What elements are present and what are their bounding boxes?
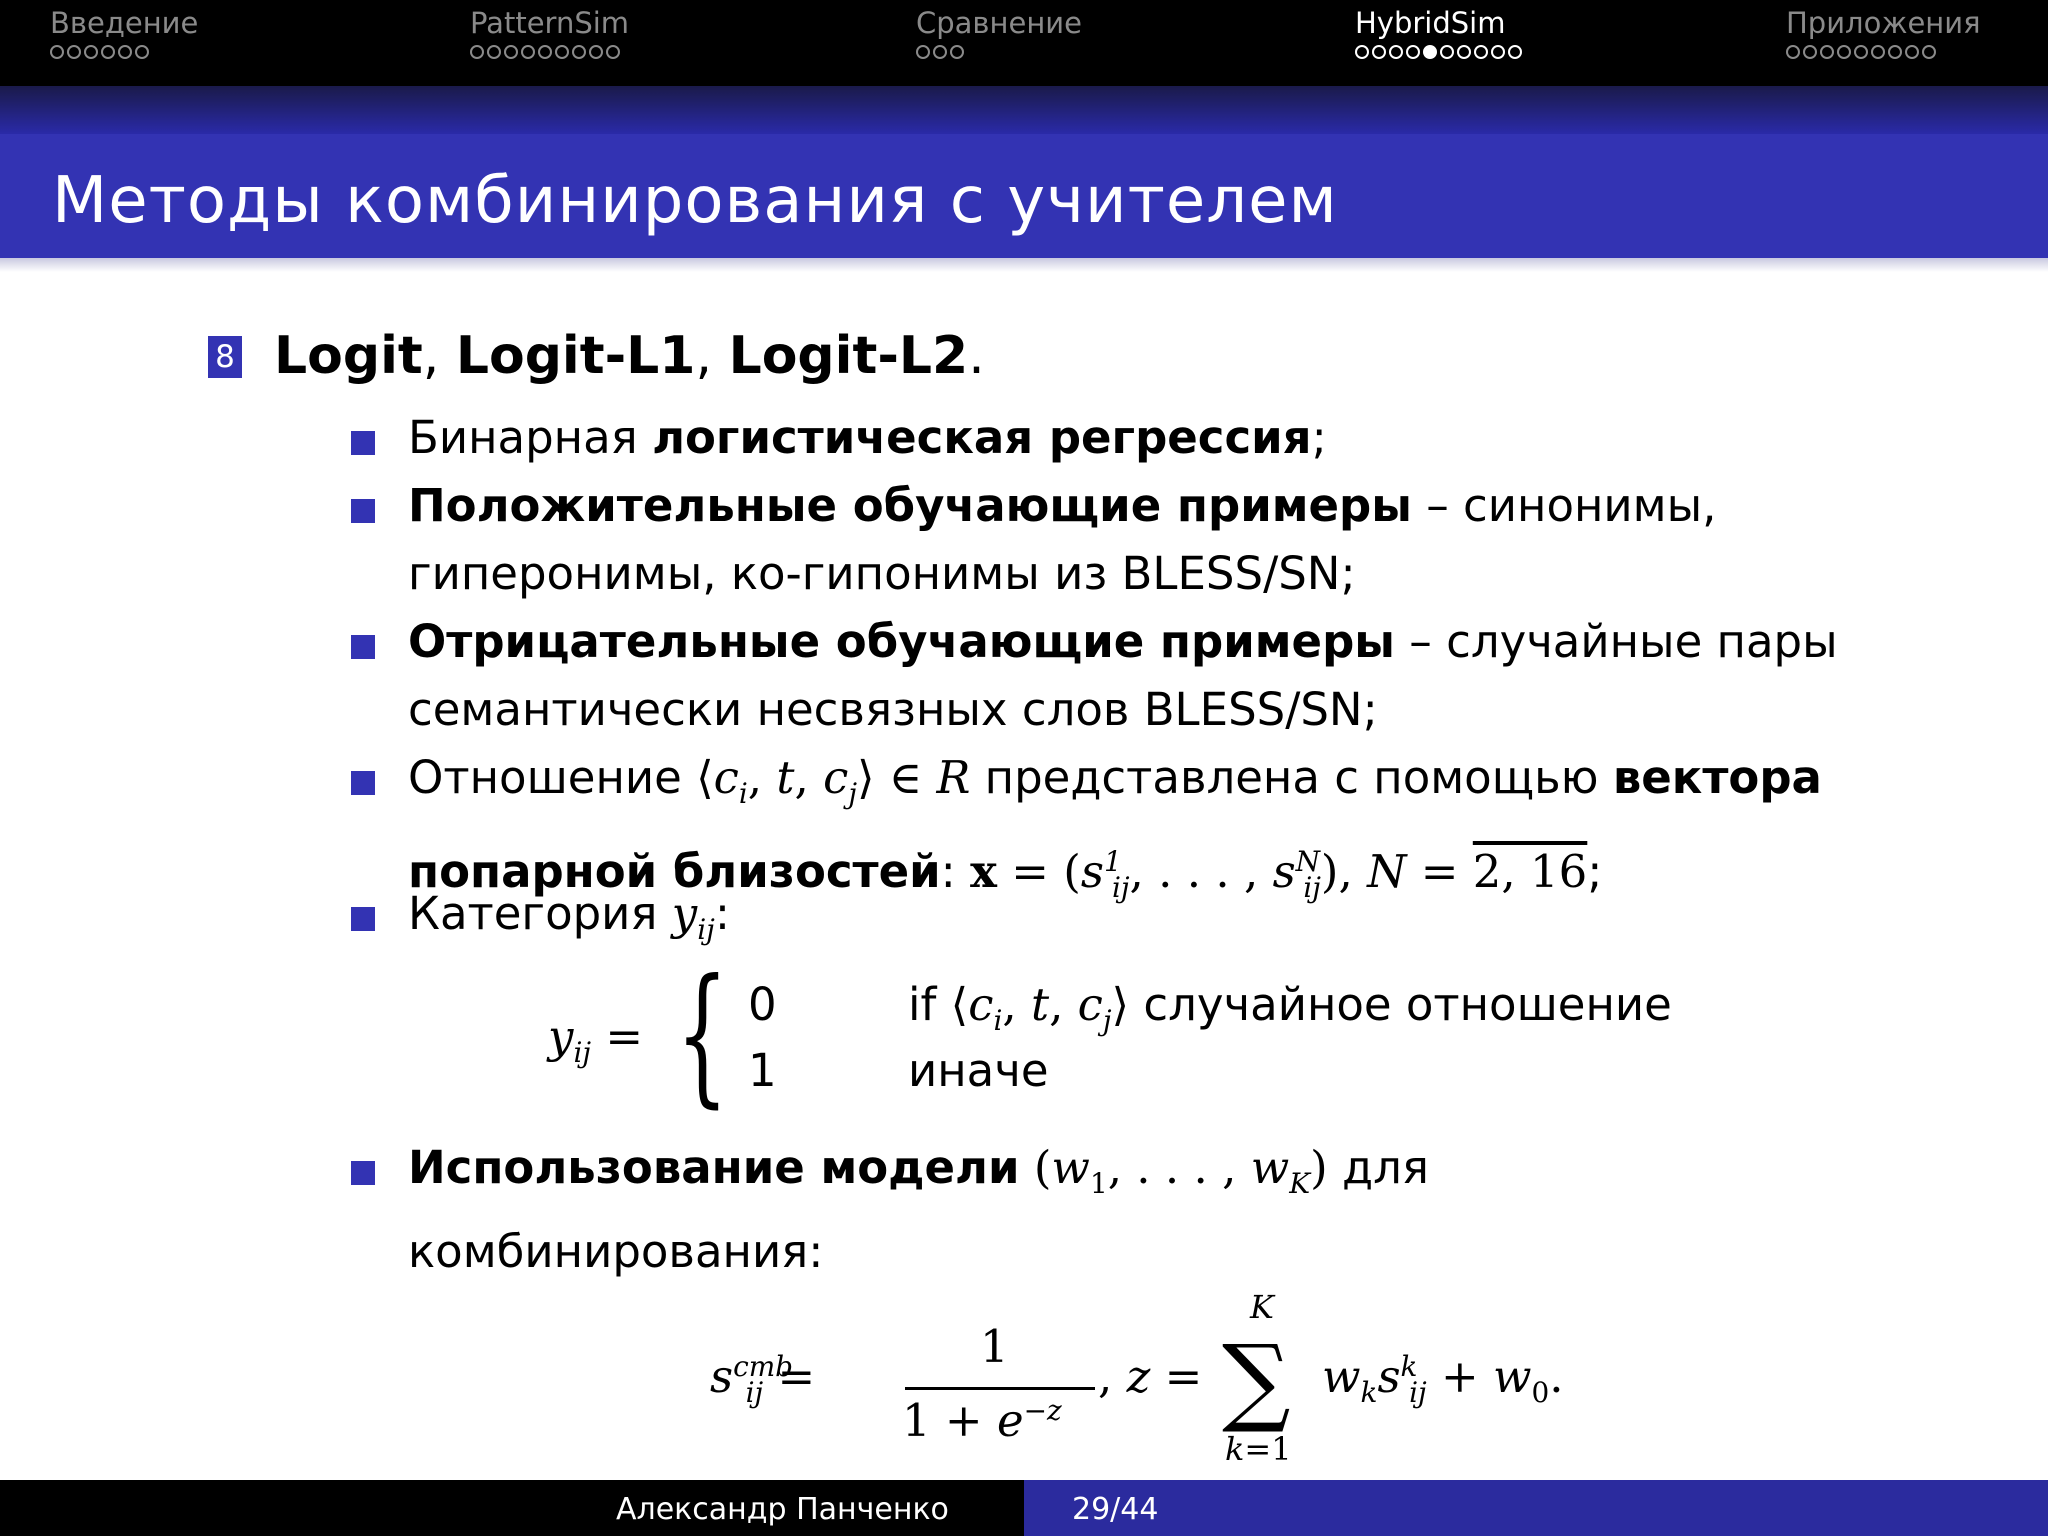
nav-section-patternsim[interactable] [470,6,629,59]
case-value-0: 0 [748,978,777,1031]
nav-dots [916,45,1082,59]
footer-author-box [0,1480,1024,1536]
bullet-text: Отношение [408,751,697,804]
nav-dots [1355,45,1522,59]
item-number-badge: 8 [208,336,242,378]
frame-title: Методы комбинирования с учителем [52,164,1338,238]
bullet-text: представлена с помощью [970,751,1613,804]
nav-dots [1786,45,1981,59]
item-logit: Logit [274,326,423,386]
bullet-text: Категория [408,887,672,940]
nav-dot[interactable] [572,45,586,59]
section-navigation [0,0,2048,86]
bullet-text: ; [1311,411,1327,464]
nav-dots [470,45,629,59]
item-logit-l1: Logit-L1 [455,326,696,386]
nav-dot[interactable] [67,45,81,59]
nav-dot[interactable] [101,45,115,59]
bullet-text: для [1327,1141,1429,1194]
bullet-bold: вектора [1612,751,1822,804]
bullet-bold: попарной близостей [408,845,941,898]
bullet-positive-examples [408,472,1968,608]
nav-dot[interactable] [1355,45,1369,59]
nav-dot[interactable] [555,45,569,59]
sum-sigma: ∑ [1222,1324,1291,1436]
nav-dot[interactable] [135,45,149,59]
nav-dot[interactable] [1803,45,1817,59]
frame-title-bar [0,134,2048,258]
footer-author: Александр Панченко [616,1492,949,1527]
fraction-numerator: 1 [980,1320,1009,1373]
nav-dot[interactable] [470,45,484,59]
enumerated-item [208,322,985,390]
nav-dot[interactable] [933,45,947,59]
nav-section-hybridsim[interactable] [1355,6,1522,59]
nav-dot[interactable] [1820,45,1834,59]
nav-dot[interactable] [916,45,930,59]
nav-section-title[interactable]: PatternSim [470,6,630,40]
nav-section-title[interactable]: HybridSim [1355,6,1506,40]
item-end: . [968,326,985,386]
nav-dot[interactable] [1786,45,1800,59]
sum-lower-limit: k=1 [1225,1430,1292,1468]
nav-dots [50,45,198,59]
nav-dot[interactable] [538,45,552,59]
nav-dot[interactable] [1508,45,1522,59]
math-relation: $⟨c_i$, t, $c_j⟩$ ∈ R [696,751,971,810]
bullet-model-usage [408,1134,1968,1286]
nav-dot[interactable] [487,45,501,59]
nav-dot[interactable] [521,45,535,59]
nav-dot[interactable] [1440,45,1454,59]
nav-dot[interactable] [1372,45,1386,59]
case-if: if [908,978,937,1031]
math-range: 2, 16 [1472,845,1588,898]
item-sep: , [422,326,456,386]
nav-dot[interactable] [1491,45,1505,59]
nav-section-title[interactable]: Введение [50,6,199,40]
nav-dot[interactable] [504,45,518,59]
formula-z: , z = [1098,1350,1203,1403]
bullet-negative-examples [408,608,1968,744]
bullet-text: : [714,887,730,940]
nav-dot[interactable] [606,45,620,59]
bullet-text: : [940,845,971,898]
nav-dot[interactable] [1922,45,1936,59]
nav-dot[interactable] [1457,45,1471,59]
nav-dot[interactable] [1854,45,1868,59]
footer-bar [0,1480,2048,1536]
nav-dot[interactable] [84,45,98,59]
nav-section-comparison[interactable] [916,6,1082,59]
item-logit-l2: Logit-L2 [728,326,969,386]
case-otherwise: иначе [908,1044,1049,1097]
bullet-bold: Положительные обучающие примеры [408,479,1412,532]
math-yij: $y_{ij}$ [671,887,715,946]
fraction-denominator: $1 + e^{-z}$ [902,1394,1062,1447]
sum-upper-limit: K [1250,1288,1274,1326]
case-value-1: 1 [748,1044,777,1097]
formula-lhs: $s^{cmb}_{ij}$ = [710,1350,816,1409]
nav-dot[interactable] [1888,45,1902,59]
nav-section-applications[interactable] [1786,6,1981,59]
bullet-bold: Отрицательные обучающие примеры [408,615,1395,668]
case-condition-random: if $⟨c_i$, t, $c_j⟩$ случайное отношение [908,978,1672,1037]
bullet-text: комбинирования: [408,1225,824,1278]
bullet-text: – синонимы, [1411,479,1717,532]
formula-summand: $w_ks^k_{ij} + w_0$. [1322,1350,1564,1409]
bullet-text: семантически несвязных слов BLESS/SN; [408,683,1378,736]
bullet-text: гиперонимы, ко-гипонимы из BLESS/SN; [408,547,1356,600]
curly-brace: { [676,948,729,1122]
bullet-text: ; [1587,845,1603,898]
nav-dot[interactable] [1406,45,1420,59]
nav-dot[interactable] [950,45,964,59]
nav-section-title[interactable]: Приложения [1786,6,1981,40]
bullet-bold: Использование модели [408,1141,1020,1194]
bullet-bold: логистическая регрессия [652,411,1312,464]
nav-dot[interactable] [1905,45,1919,59]
nav-section-title[interactable]: Сравнение [916,6,1082,40]
nav-divider [0,86,2048,134]
nav-dot[interactable] [1474,45,1488,59]
nav-dot[interactable] [1837,45,1851,59]
nav-dot[interactable] [50,45,64,59]
fraction-line [905,1387,1095,1390]
nav-dot[interactable] [1871,45,1885,59]
bullet-category [408,880,1968,964]
math-weights: ($w_1$, . . . , $w_K$) [1033,1141,1328,1200]
nav-dot[interactable] [589,45,603,59]
bullet-text: Бинарная [408,411,653,464]
item-sep: , [695,326,729,386]
formula-combination [710,1290,1610,1470]
case-text: случайное отношение [1143,978,1672,1031]
bullet-binary-logistic-regression [408,404,1968,472]
nav-dot[interactable] [118,45,132,59]
nav-dot[interactable] [1389,45,1403,59]
cases-lhs: $y_{ij}$ = [548,1010,644,1069]
bullet-text: – случайные пары [1394,615,1838,668]
nav-section-introduction[interactable] [50,6,198,59]
title-shadow [0,258,2048,272]
nav-dot-current[interactable] [1423,45,1437,59]
footer-page-number: 29/44 [1072,1492,1159,1527]
footer-page-box [1024,1480,2048,1536]
math-vector: $x = (s^1_{ij}$, . . . , $s^N_{ij}$), N = 2, 16 [970,845,1588,904]
